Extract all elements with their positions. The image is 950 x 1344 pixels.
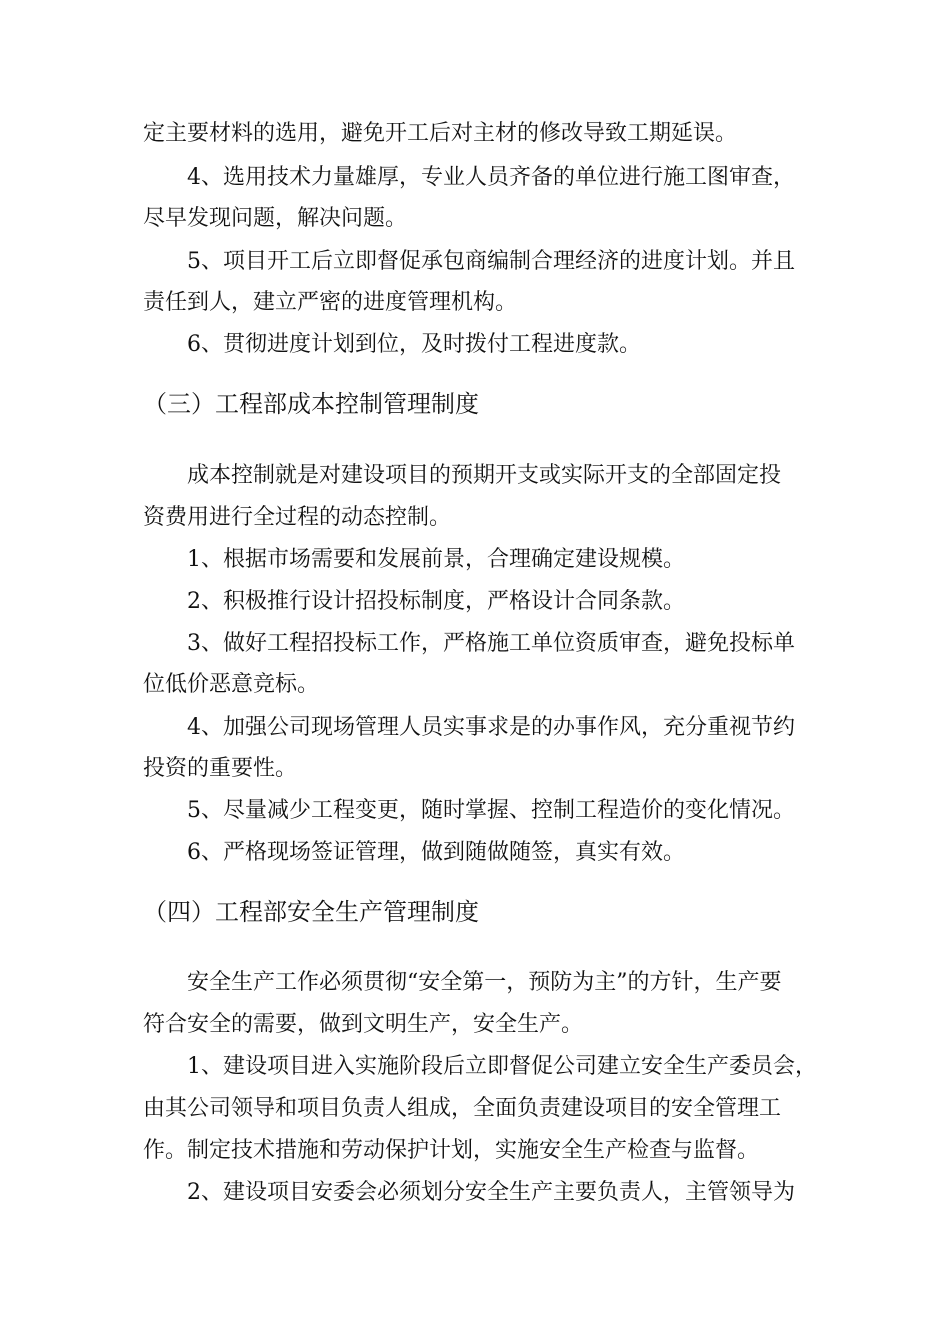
paragraph-line: 资费用进行全过程的动态控制。 (143, 505, 452, 530)
paragraph-line: 成本控制就是对建设项目的预期开支或实际开支的全部固定投 (187, 463, 782, 488)
paragraph-line: 投资的重要性。 (143, 756, 298, 781)
paragraph-line: 6、严格现场签证管理，做到随做随签，真实有效。 (187, 840, 685, 865)
paragraph-line: 3、做好工程招投标工作，严格施工单位资质审查，避免投标单 (187, 631, 795, 656)
paragraph-line: 1、建设项目进入实施阶段后立即督促公司建立安全生产委员会， (187, 1054, 817, 1079)
paragraph-line: 责任到人，建立严密的进度管理机构。 (143, 290, 518, 315)
section-heading: （三）工程部成本控制管理制度 (143, 390, 479, 418)
paragraph-line: 尽早发现问题，解决问题。 (143, 206, 408, 231)
paragraph-line: 4、加强公司现场管理人员实事求是的办事作风，充分重视节约 (187, 715, 795, 740)
paragraph-line: 作。制定技术措施和劳动保护计划，实施安全生产检查与监督。 (143, 1138, 760, 1163)
paragraph-line: 5、尽量减少工程变更，随时掌握、控制工程造价的变化情况。 (187, 798, 795, 823)
paragraph-line: 安全生产工作必须贯彻“安全第一，预防为主”的方针，生产要 (187, 970, 782, 995)
paragraph-line: 1、根据市场需要和发展前景，合理确定建设规模。 (187, 547, 685, 572)
section-heading: （四）工程部安全生产管理制度 (143, 898, 479, 926)
paragraph-line: 2、建设项目安委会必须划分安全生产主要负责人，主管领导为 (187, 1180, 795, 1205)
paragraph-line: 4、选用技术力量雄厚，专业人员齐备的单位进行施工图审查， (187, 165, 795, 190)
paragraph-line: 6、贯彻进度计划到位，及时拨付工程进度款。 (187, 332, 641, 357)
paragraph-line: 定主要材料的选用，避免开工后对主材的修改导致工期延误。 (143, 121, 738, 146)
paragraph-line: 符合安全的需要，做到文明生产，安全生产。 (143, 1012, 584, 1037)
paragraph-line: 5、项目开工后立即督促承包商编制合理经济的进度计划。并且 (187, 249, 795, 274)
paragraph-line: 位低价恶意竞标。 (143, 672, 320, 697)
paragraph-line: 2、积极推行设计招投标制度，严格设计合同条款。 (187, 589, 685, 614)
paragraph-line: 由其公司领导和项目负责人组成，全面负责建设项目的安全管理工 (143, 1096, 782, 1121)
